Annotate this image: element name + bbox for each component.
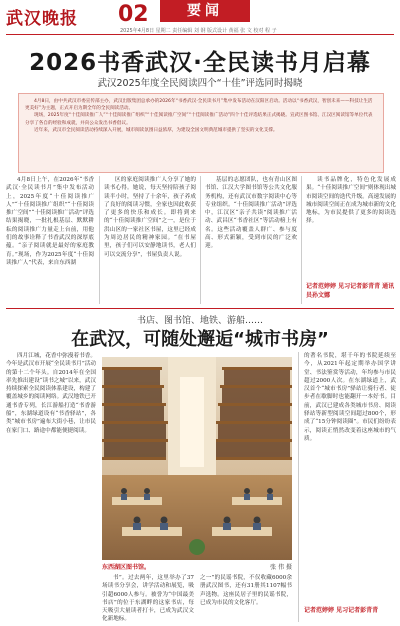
lead-paragraph: 4月8日，由中共武汉市委宣传部主办，武汉出版集团总承办的2026年“书香武汉·全民读书月”集中发布活动在汉阳区启动。活动以“书香武汉，智创未来——科技让生活更美好”为主题，正式开启为期全年的全民阅读活动。 [25, 99, 373, 112]
masthead [0, 0, 400, 34]
library-photo [102, 357, 292, 560]
story2-column [6, 352, 96, 622]
column-divider [99, 176, 100, 304]
column-divider [200, 176, 201, 304]
section-tag: 要闻 [160, 0, 250, 22]
masthead-rule [6, 34, 394, 35]
column-divider [301, 176, 302, 304]
story1-subheadline: 武汉2025年度全民阅读四个“十佳”评选同时揭晓 [97, 78, 303, 89]
issue-meta: 2025年4月8日 星期二 责任编辑 刘 钢 版式设计 黄福 张 文 校对 程 子 [120, 28, 277, 34]
newspaper-logo: 武汉晚报 [6, 9, 78, 29]
column-divider [298, 352, 299, 622]
story2-column [304, 352, 396, 602]
story1-column [104, 176, 196, 306]
photo-credit: 张 伟 摄 [270, 564, 292, 571]
body-paragraph: 4月8日上午，在2026年“书香武汉·全民读书月”集中发布活动上，2025年度“十佳阅读推广人”“十佳阅读推广组织”“十佳阅读推广空间”“十佳阅读推广活动”评选结果揭晓，一批扎根基层、默默耕耘的阅读推广力量走上台前，用他们的故事诠释了书香武汉的深厚底蕴。“亲子阅读就是最好的家庭教育。”现场，作为2025年度“十佳阅读推广人”代表，来自东西湖 [6, 177, 94, 266]
body-paragraph: 四月江城，花香中弥漫着书香。今年是武汉市开展“全民读书月”活动的第十二个年头。自2014年在全国率先推出建设“读书之城”以来，武汉持续探索全民阅读体系建设，构建了覆盖城乡的阅读网络。武汉地铁已开通书香专列，长江游船打造“书香游船”，东湖绿道设有“书香驿站”，各类“城市书房”遍布大街小巷，让市民在家门口、路途中都能便捷阅读。 [6, 353, 96, 434]
story2-kicker: 书店、图书馆、地铁、游船…… [136, 316, 263, 326]
story1-headline: 2026书香武汉·全民读书月启幕 [29, 50, 371, 76]
body-paragraph: 读书品牌化，特色化发展成果。“十佳阅读推广空间”则体现出城市阅读空间的迭代升级。高速发展的城市阅读空间正在成为城市新的文化地标，为市民提供了更多的阅读选择。 [306, 177, 396, 225]
story1-column [6, 176, 94, 306]
body-paragraph: 之一”的民谣书院，不仅收藏6000余册武汉图书，还有31册其1107幅书声选物。这座民居子里的民谣书院，已成为市民的文化客厅。 [200, 575, 292, 606]
body-paragraph: 基层的志愿团队，也有青山区图书馆、江汉大学图书馆等公共文化服务机构，还有武汉市数字阅读中心等专业组织。“十佳阅读推广活动”评选中，江汉区“亲子共读”阅读推广活动、武昌区“书香社区”等活动榜上有名。这些活动覆盖人群广、参与度高、形式新颖，受到市民的广泛欢迎。 [205, 177, 297, 250]
story2-column [102, 574, 194, 624]
story1-byline: 记者范婷婷 见习记者彭青青 通讯员孙文娜 [306, 283, 395, 299]
story2-byline: 记者范婷婷 见习记者彭青青 [304, 607, 379, 614]
body-paragraph: 的著名书院，堪千年的书院延续至今，从2021年起定期举办国学讲堂、书法鉴赏等活动，年均参与市民超过2000人次。在东湖绿道上，武汉首个“城市书房”驿站让骑行者、徒步者在歇脚时也能翻开一本好书。目前，武汉已建成各类城市书房、阅读驿站等新型阅读空间超过800个，形成了“15分钟阅读圈”。市民们纷纷表示，阅读正悄然改变着这座城市的气质。 [304, 353, 396, 442]
story1-lead-box [18, 93, 384, 173]
lead-paragraph: 现场，2025年度“十佳阅读推广人”“十佳阅读推广组织”“十佳阅读推广空间”“十佳阅读推广活动”四个十佳评选结果正式揭晓。宣武区图书馆、江汉区阅读馆等单位代表分享了各自的经验和成就，并向公众发出书香倡议。 [25, 113, 373, 126]
story1-column [205, 176, 297, 306]
story2-headline: 在武汉，可随处邂逅“城市书房” [71, 329, 329, 350]
page-number: 02 [118, 2, 149, 27]
caption-label: 东西湖区图书馆。 [102, 564, 151, 571]
story2-column [200, 574, 292, 624]
lead-paragraph: 近年来，武汉市全民阅读活动持续深入开展，城市阅读氛围日益浓厚，为建设全国文明典范城市提供了坚实的文化支撑。 [34, 127, 278, 133]
body-paragraph: 书”。过去两年，这里举办了37场读书分享会，讲学活动和展览，吸引超6000人参与。被誉为“中国最美书店”的位于东湖畔的这家书店，每天吸引大量读者打卡，已成为武汉文化新地标。 [102, 575, 194, 623]
story-separator [6, 308, 394, 309]
body-paragraph: 区的家庭阅读推广人分享了她的读书心得。她说，每天坚持陪孩子阅读半小时，坚持了十余年，孩子养成了良好的阅读习惯，全家也因此收获了更多的快乐和成长。即将到来的“十佳阅读推广空间”之一，是位于洪山区的一家社区书屋，这里已经成为周边居民的精神家园。“在书屋里，孩子们可以安静地读书，老人们可以交流分享”，书屋负责人说。 [104, 177, 196, 258]
photo-caption [102, 562, 292, 571]
story1-column [306, 176, 396, 276]
